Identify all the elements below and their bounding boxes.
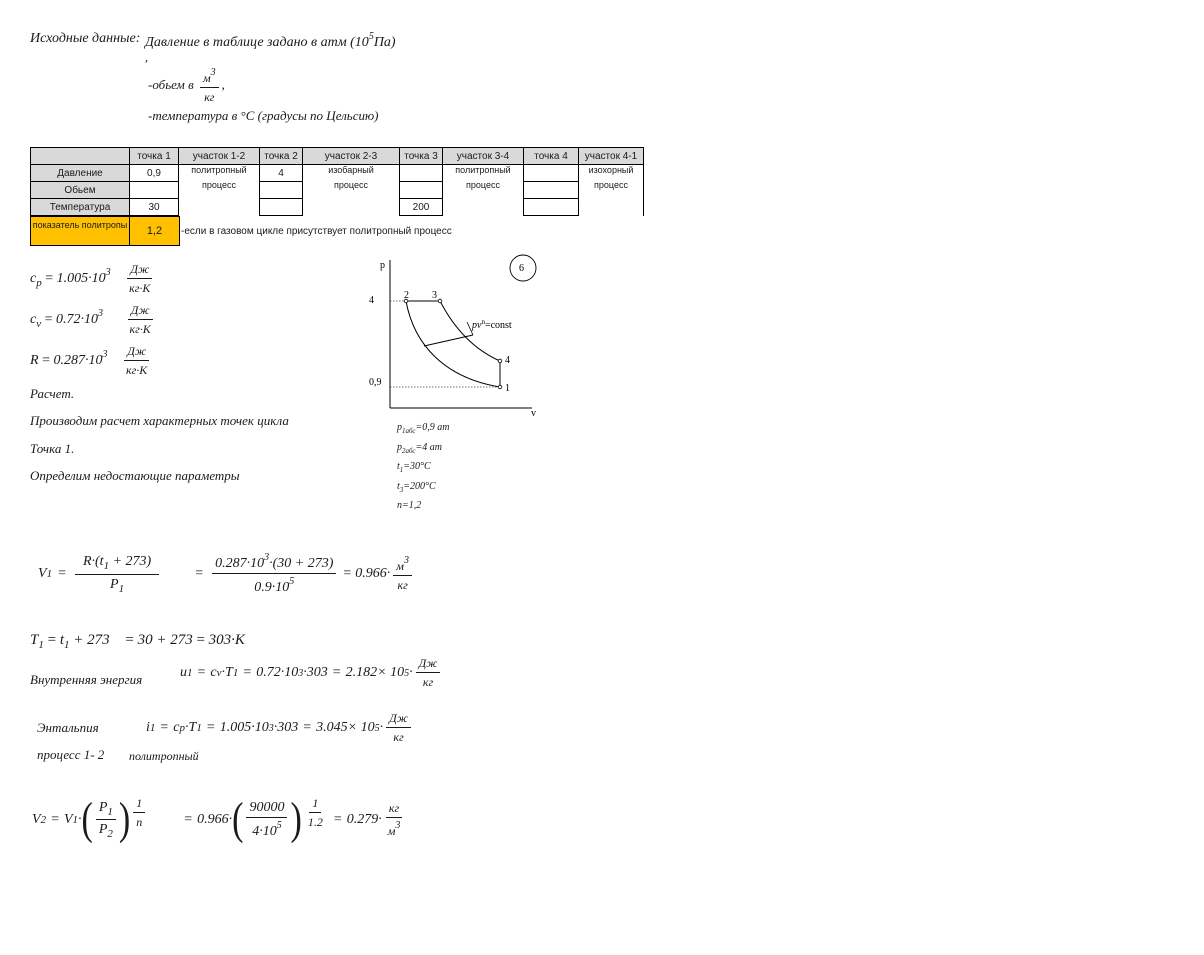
pressure-text: Давление в таблице задано в атм (10 [145, 35, 369, 50]
formula-v1: V 1 = $\frac{R\cdot(t_1 + 273)}{P_1}$ = $\frac{0.287\cdot 10^3\cdot(30 + 273)}{0.9\cdot 10^5}$ = 0.966· $\frac{м^3}{кг}$ [38, 552, 415, 596]
polytrope-label: показатель политропы [30, 216, 130, 246]
p-high-label: 4 [369, 295, 374, 306]
polytrope-value[interactable]: 1,2 [129, 216, 180, 246]
note-line: n=1,2 [397, 500, 422, 511]
table-header-cell: точка 1 [130, 148, 179, 165]
pressure-unit: Па) [373, 35, 396, 50]
table-header-row [31, 148, 644, 165]
formula-i1: i 1 = c p ·T 1 = 1.005·10 3 ·303 = 3.045× 10 5 · $\frac{Дж}{кг}$ [146, 711, 414, 745]
table-header-cell: точка 3 [400, 148, 443, 165]
cell-t2 [260, 199, 303, 216]
cell-v1 [130, 182, 179, 199]
table-header-cell: участок 2-3 [303, 148, 400, 165]
formula-u1: u 1 = c v ·T 1 = 0.72·10 3 ·303 = 2.182× 10 5 · $\frac{Дж}{кг}$ [180, 656, 443, 690]
const-cp: $c_p = 1.005\cdot 10^3$ $\frac{Дж}{кг\cdot K}$ [30, 262, 151, 295]
diagram-notes [397, 420, 450, 514]
cell-proc-23: изобарный процесс [303, 165, 400, 216]
volume-text: -обьем в [148, 76, 194, 92]
cell-p4 [524, 165, 579, 182]
cell-t4 [524, 199, 579, 216]
text-point1: Точка 1. [30, 441, 75, 456]
cell-t1: 30 [130, 199, 179, 216]
point-1-label: 1 [505, 383, 510, 394]
cell-p3 [400, 165, 443, 182]
curve-label: $pv^n=const$ [472, 318, 512, 331]
row-label-pressure: Давление [31, 165, 130, 182]
table-header-cell: участок 1-2 [179, 148, 260, 165]
text-determine: Определим недостающие параметры [30, 468, 240, 483]
cell-proc-12: политропный процесс [179, 165, 260, 216]
cycle-table [30, 147, 644, 216]
note-line: $t_3=200^\circ C$ [397, 480, 436, 494]
label-enthalpy: Энтальпия [37, 720, 99, 735]
cell-p1: 0,9 [130, 165, 179, 182]
note-line: $p_{2абс}=4$ ат [397, 441, 443, 455]
axis-v-label: v [531, 408, 536, 419]
row-label-volume: Обьем [31, 182, 130, 199]
point-2-label: 2 [404, 290, 409, 301]
table-header-cell: точка 4 [524, 148, 579, 165]
formula-t1: $T_1 = t_1 + 273 = 30 + 273 = 303\cdot K$ [30, 632, 245, 651]
p-low-label: 0,9 [369, 377, 382, 388]
row-label-temperature: Температура [31, 199, 130, 216]
table-header-cell [31, 148, 130, 165]
intro-volume: -обьем в $\frac{м^3}{кг}$ , [148, 67, 225, 104]
label-process: процесс 1- 2 [37, 747, 105, 762]
polytrope-note: -если в газовом цикле присутствует политропный процесс [181, 226, 452, 237]
point-3-label: 3 [432, 290, 437, 301]
label-internal-energy: Внутренняя энергия [30, 672, 143, 687]
diagram-badge: 6 [519, 263, 524, 274]
pressure-exp: 5 [368, 31, 374, 42]
const-r: $R = 0.287\cdot 10^3$ $\frac{Дж}{кг\cdot K}$ [30, 344, 148, 377]
label-process-type: политропный [129, 749, 199, 763]
intro-pressure [145, 31, 396, 51]
cell-v2 [260, 182, 303, 199]
note-line: $p_{1абс}=0,9$ ат [397, 422, 450, 435]
cell-v4 [524, 182, 579, 199]
point-4-label: 4 [505, 355, 510, 366]
table-header-cell: участок 4-1 [579, 148, 644, 165]
intro-comma: , [145, 50, 148, 64]
cell-t3: 200 [400, 199, 443, 216]
table-header-cell: точка 2 [260, 148, 303, 165]
intro-temperature: -температура в °С (градусы по Цельсию) [148, 108, 379, 123]
const-cv: $c_v = 0.72\cdot 10^3$ $\frac{Дж}{кг\cdot K}$ [30, 303, 151, 336]
volume-unit: $\frac{м^3}{кг}$ [200, 67, 219, 105]
table-row [31, 165, 644, 182]
text-calc-points: Производим расчет характерных точек цикла [30, 413, 289, 428]
cell-proc-41: изохорный процесс [579, 165, 644, 216]
axis-p-label: p [380, 260, 385, 271]
text-calc: Расчет. [30, 386, 75, 401]
intro-label: Исходные данные: [30, 31, 141, 46]
cell-proc-34: политропный процесс [443, 165, 524, 216]
note-line: $t_1=30^\circ C$ [397, 461, 431, 474]
cell-p2: 4 [260, 165, 303, 182]
table-header-cell: участок 3-4 [443, 148, 524, 165]
cell-v3 [400, 182, 443, 199]
pv-diagram [360, 250, 550, 420]
formula-v2: V 2 = V 1 · ( $\frac{P_1}{P_2}$ ) $\frac{1}{n}$ = 0.966· ( $\frac{90000}{4\cdot 10^5}$ ) $\frac{1}{1.2}$ = 0.279· $\frac{кг}{м^3}$ [32, 794, 401, 845]
